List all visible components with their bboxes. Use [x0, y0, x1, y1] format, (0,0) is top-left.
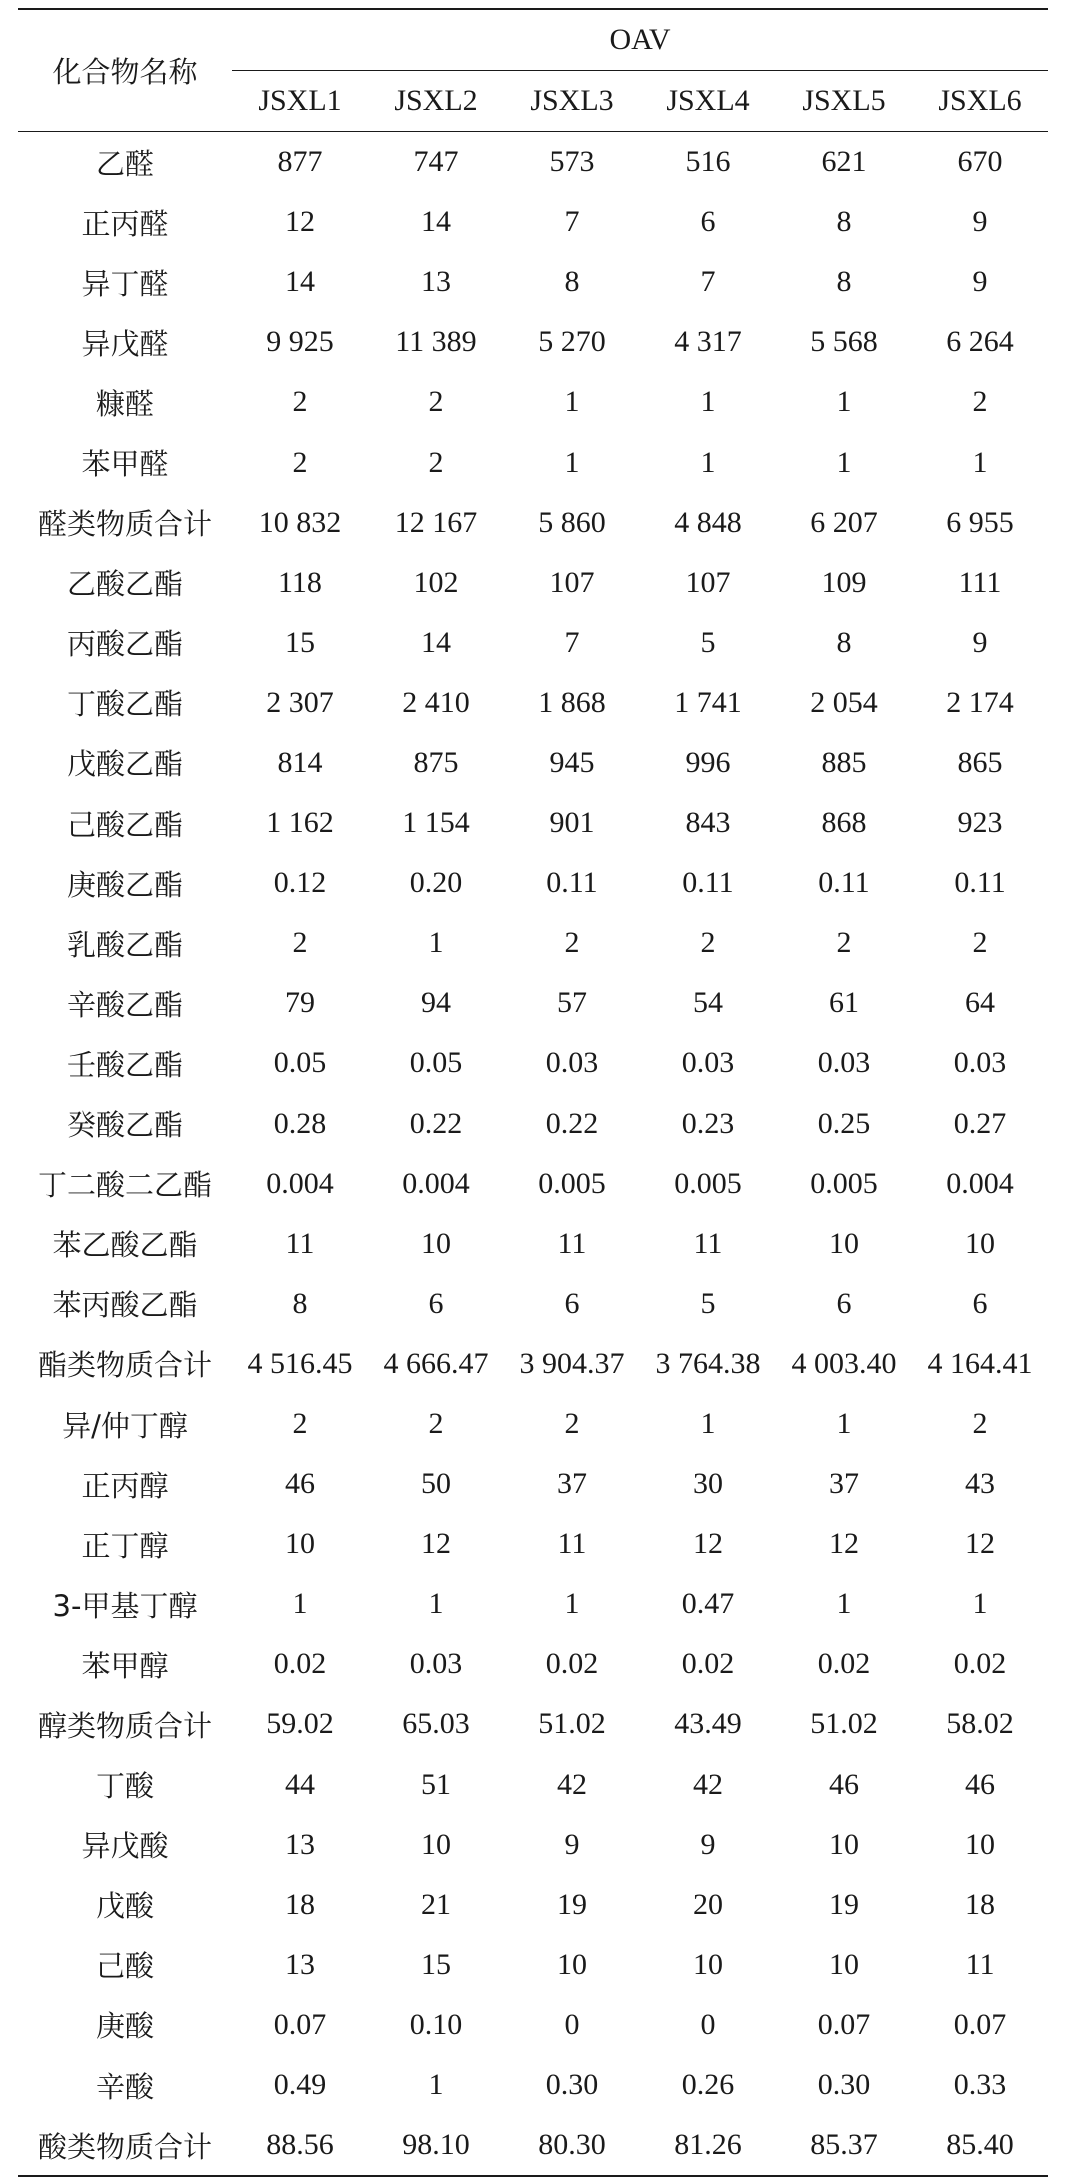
oav-value-cell: 0.23	[681, 1106, 735, 1140]
table-row	[18, 493, 1048, 553]
oav-value-cell: 102	[413, 565, 459, 599]
oav-value-cell: 2	[428, 385, 444, 419]
oav-value-cell: 6	[428, 1286, 444, 1320]
oav-value-cell: 10	[829, 1226, 859, 1260]
oav-value-cell: 2	[428, 445, 444, 479]
table-row	[18, 1334, 1048, 1394]
table-row	[18, 853, 1048, 913]
oav-value-cell: 0.005	[538, 1166, 606, 1200]
oav-value-cell: 4 003.40	[791, 1346, 897, 1380]
oav-value-cell: 9 925	[266, 325, 334, 359]
table-row	[18, 613, 1048, 673]
oav-value-cell: 2	[292, 1407, 308, 1441]
oav-value-cell: 865	[957, 745, 1003, 779]
table-row	[18, 973, 1048, 1033]
oav-value-cell: 747	[413, 145, 459, 179]
oav-value-cell: 5	[700, 625, 716, 659]
oav-value-cell: 3 904.37	[519, 1346, 625, 1380]
oav-value-cell: 0	[700, 2007, 716, 2041]
oav-value-cell: 57	[557, 986, 587, 1020]
oav-value-cell: 2	[836, 926, 852, 960]
oav-value-cell: 107	[685, 565, 731, 599]
oav-value-cell: 868	[821, 806, 867, 840]
oav-value-cell: 6 207	[810, 505, 878, 539]
table-row	[18, 733, 1048, 793]
oav-value-cell: 0.05	[273, 1046, 327, 1080]
oav-value-cell: 0.004	[946, 1166, 1014, 1200]
oav-value-cell: 85.37	[776, 2115, 912, 2176]
oav-value-cell: 1	[836, 385, 852, 419]
header-sample: JSXL1	[232, 71, 368, 132]
oav-value-cell: 4 666.47	[383, 1346, 489, 1380]
oav-value-cell: 9	[972, 625, 988, 659]
oav-value-cell: 8	[836, 265, 852, 299]
oav-value-cell: 2	[564, 1407, 580, 1441]
compound-name-cell: 戊酸乙酯	[66, 747, 183, 782]
oav-value-cell: 46	[965, 1767, 995, 1801]
oav-value-cell: 14	[421, 205, 451, 239]
oav-table	[18, 8, 1048, 2177]
oav-value-cell: 2 054	[810, 685, 878, 719]
oav-value-cell: 877	[277, 145, 323, 179]
header-sample: JSXL5	[776, 71, 912, 132]
oav-value-cell: 2 307	[266, 685, 334, 719]
table-row	[18, 2115, 1048, 2176]
oav-value-cell: 1 868	[538, 685, 606, 719]
oav-value-cell: 0.03	[953, 1046, 1007, 1080]
oav-value-cell: 0.27	[953, 1106, 1007, 1140]
table-row	[18, 1694, 1048, 1754]
oav-value-cell: 4 164.41	[927, 1346, 1033, 1380]
oav-value-cell: 15	[421, 1947, 451, 1981]
oav-value-cell: 19	[557, 1887, 587, 1921]
oav-value-cell: 0.30	[545, 2068, 599, 2102]
oav-value-cell: 2	[292, 445, 308, 479]
compound-name-cell: 庚酸	[95, 2009, 154, 2044]
oav-value-cell: 9	[564, 1827, 580, 1861]
oav-value-cell: 30	[693, 1467, 723, 1501]
oav-value-cell: 14	[285, 265, 315, 299]
table-row	[18, 132, 1048, 193]
header-sample: JSXL2	[368, 71, 504, 132]
table-row	[18, 673, 1048, 733]
compound-name-cell: 正丙醇	[81, 1468, 169, 1503]
table-row	[18, 252, 1048, 312]
oav-value-cell: 1	[564, 445, 580, 479]
oav-value-cell: 1 162	[266, 806, 334, 840]
table-body	[18, 132, 1048, 2177]
oav-value-cell: 1	[836, 445, 852, 479]
oav-value-cell: 14	[421, 625, 451, 659]
oav-value-cell: 109	[821, 565, 867, 599]
table-row	[18, 1094, 1048, 1154]
oav-value-cell: 46	[285, 1467, 315, 1501]
compound-name-cell: 丁二酸二乙酯	[37, 1168, 212, 1203]
table-row	[18, 1514, 1048, 1574]
oav-value-cell: 0.49	[273, 2068, 327, 2102]
oav-value-cell: 1	[972, 445, 988, 479]
oav-value-cell: 814	[277, 745, 323, 779]
oav-value-cell: 12 167	[394, 505, 478, 539]
compound-name-cell: 己酸	[95, 1949, 154, 1984]
oav-value-cell: 10 832	[258, 505, 342, 539]
oav-value-cell: 0.02	[681, 1647, 735, 1681]
oav-value-cell: 0.03	[545, 1046, 599, 1080]
oav-value-cell: 7	[564, 625, 580, 659]
oav-value-cell: 0.005	[810, 1166, 878, 1200]
oav-value-cell: 1	[700, 385, 716, 419]
table-row	[18, 1394, 1048, 1454]
oav-value-cell: 13	[285, 1947, 315, 1981]
oav-value-cell: 13	[421, 265, 451, 299]
oav-value-cell: 7	[700, 265, 716, 299]
oav-value-cell: 0.03	[409, 1647, 463, 1681]
oav-value-cell: 10	[421, 1827, 451, 1861]
oav-value-cell: 6	[700, 205, 716, 239]
oav-value-cell: 9	[972, 265, 988, 299]
oav-value-cell: 107	[549, 565, 595, 599]
oav-value-cell: 98.10	[368, 2115, 504, 2176]
oav-value-cell: 0.03	[817, 1046, 871, 1080]
table-row	[18, 1454, 1048, 1514]
oav-value-cell: 61	[829, 986, 859, 1020]
compound-name-cell: 酸类物质合计	[18, 2115, 232, 2176]
table-row	[18, 192, 1048, 252]
table-row	[18, 1995, 1048, 2055]
oav-value-cell: 0	[564, 2007, 580, 2041]
oav-value-cell: 2	[292, 385, 308, 419]
oav-value-cell: 8	[836, 625, 852, 659]
oav-value-cell: 7	[564, 205, 580, 239]
oav-value-cell: 0.02	[953, 1647, 1007, 1681]
oav-value-cell: 11	[285, 1226, 315, 1260]
table-row	[18, 1875, 1048, 1935]
table-row	[18, 1815, 1048, 1875]
oav-value-cell: 621	[821, 145, 867, 179]
compound-name-cell: 苯甲醇	[81, 1648, 169, 1683]
table-row	[18, 2055, 1048, 2115]
oav-value-cell: 58.02	[946, 1707, 1014, 1741]
oav-value-cell: 50	[421, 1467, 451, 1501]
oav-value-cell: 0.11	[682, 866, 734, 900]
oav-value-cell: 12	[829, 1527, 859, 1561]
compound-name-cell: 丙酸乙酯	[66, 627, 183, 662]
oav-value-cell: 573	[549, 145, 595, 179]
oav-value-cell: 10	[829, 1947, 859, 1981]
oav-value-cell: 1	[972, 1587, 988, 1621]
oav-value-cell: 1 154	[402, 806, 470, 840]
oav-value-cell: 0.28	[273, 1106, 327, 1140]
oav-value-cell: 6 955	[946, 505, 1014, 539]
oav-value-cell: 945	[549, 745, 595, 779]
oav-value-cell: 1	[292, 1587, 308, 1621]
table-row	[18, 372, 1048, 432]
compound-name-cell: 苯甲醛	[81, 447, 169, 482]
oav-value-cell: 0.22	[545, 1106, 599, 1140]
oav-value-cell: 0.30	[817, 2068, 871, 2102]
oav-value-cell: 80.30	[504, 2115, 640, 2176]
oav-value-cell: 94	[421, 986, 451, 1020]
oav-value-cell: 15	[285, 625, 315, 659]
oav-value-cell: 2	[972, 385, 988, 419]
oav-value-cell: 996	[685, 745, 731, 779]
oav-value-cell: 10	[965, 1827, 995, 1861]
table-row	[18, 1154, 1048, 1214]
table-row	[18, 1274, 1048, 1334]
oav-value-cell: 37	[557, 1467, 587, 1501]
header-sample: JSXL3	[504, 71, 640, 132]
compound-name-cell: 乙醛	[95, 146, 154, 181]
oav-value-cell: 6	[564, 1286, 580, 1320]
oav-value-cell: 8	[564, 265, 580, 299]
compound-name-cell: 乙酸乙酯	[66, 567, 183, 602]
oav-value-cell: 85.40	[912, 2115, 1048, 2176]
oav-value-cell: 4 317	[674, 325, 742, 359]
oav-value-cell: 923	[957, 806, 1003, 840]
oav-value-cell: 10	[557, 1947, 587, 1981]
oav-value-cell: 670	[957, 145, 1003, 179]
oav-value-cell: 51.02	[538, 1707, 606, 1741]
oav-value-cell: 118	[278, 565, 322, 599]
oav-value-cell: 51	[421, 1767, 451, 1801]
compound-name-cell: 醛类物质合计	[37, 507, 212, 542]
table-row	[18, 1755, 1048, 1815]
oav-value-cell: 0.22	[409, 1106, 463, 1140]
compound-name-cell: 异戊酸	[81, 1829, 169, 1864]
oav-value-cell: 21	[421, 1887, 451, 1921]
oav-value-cell: 8	[836, 205, 852, 239]
oav-value-cell: 43	[965, 1467, 995, 1501]
compound-name-cell: 壬酸乙酯	[66, 1047, 183, 1082]
oav-value-cell: 10	[421, 1226, 451, 1260]
oav-value-cell: 0.02	[273, 1647, 327, 1681]
table-row	[18, 1935, 1048, 1995]
oav-value-cell: 0.20	[409, 866, 463, 900]
oav-value-cell: 37	[829, 1467, 859, 1501]
oav-value-cell: 0.07	[273, 2007, 327, 2041]
oav-value-cell: 10	[965, 1226, 995, 1260]
oav-value-cell: 59.02	[266, 1707, 334, 1741]
table-row	[18, 793, 1048, 853]
compound-name-cell: 糠醛	[95, 386, 154, 421]
compound-name-cell: 异戊醛	[81, 326, 169, 361]
oav-value-cell: 3 764.38	[655, 1346, 761, 1380]
oav-value-cell: 885	[821, 745, 867, 779]
oav-value-cell: 54	[693, 986, 723, 1020]
oav-value-cell: 6 264	[946, 325, 1014, 359]
oav-value-cell: 4 848	[674, 505, 742, 539]
compound-name-cell: 异/仲丁醇	[62, 1408, 188, 1443]
table-row	[18, 1634, 1048, 1694]
oav-value-cell: 42	[557, 1767, 587, 1801]
header-sample: JSXL6	[912, 71, 1048, 132]
oav-value-cell: 11 389	[395, 325, 477, 359]
oav-value-cell: 2	[972, 926, 988, 960]
oav-value-cell: 51.02	[810, 1707, 878, 1741]
oav-value-cell: 6	[972, 1286, 988, 1320]
compound-name-cell: 酯类物质合计	[37, 1348, 212, 1383]
oav-value-cell: 1	[428, 926, 444, 960]
oav-value-cell: 1	[428, 2068, 444, 2102]
oav-value-cell: 0.26	[681, 2068, 735, 2102]
oav-value-cell: 11	[693, 1226, 723, 1260]
table-row	[18, 913, 1048, 973]
oav-value-cell: 11	[965, 1947, 995, 1981]
oav-value-cell: 8	[292, 1286, 308, 1320]
oav-value-cell: 0.10	[409, 2007, 463, 2041]
compound-name-cell: 正丙醛	[81, 206, 169, 241]
oav-value-cell: 0.12	[273, 866, 327, 900]
oav-value-cell: 1 741	[674, 685, 742, 719]
oav-value-cell: 19	[829, 1887, 859, 1921]
header-oav-group: OAV	[232, 9, 1048, 71]
compound-name-cell: 苯乙酸乙酯	[52, 1228, 198, 1263]
oav-value-cell: 0.05	[409, 1046, 463, 1080]
compound-name-cell: 醇类物质合计	[37, 1708, 212, 1743]
header-sample: JSXL4	[640, 71, 776, 132]
oav-value-cell: 2	[292, 926, 308, 960]
oav-value-cell: 64	[965, 986, 995, 1020]
oav-value-cell: 79	[285, 986, 315, 1020]
oav-value-cell: 0.11	[818, 866, 870, 900]
oav-value-cell: 5 568	[810, 325, 878, 359]
oav-value-cell: 2 174	[946, 685, 1014, 719]
oav-value-cell: 0.02	[817, 1647, 871, 1681]
oav-value-cell: 12	[965, 1527, 995, 1561]
oav-value-cell: 1	[700, 1407, 716, 1441]
oav-value-cell: 42	[693, 1767, 723, 1801]
oav-value-cell: 10	[829, 1827, 859, 1861]
oav-value-cell: 901	[549, 806, 595, 840]
oav-value-cell: 65.03	[402, 1707, 470, 1741]
oav-value-cell: 11	[557, 1226, 587, 1260]
oav-value-cell: 44	[285, 1767, 315, 1801]
oav-value-cell: 0.25	[817, 1106, 871, 1140]
oav-value-cell: 4 516.45	[247, 1346, 353, 1380]
oav-value-cell: 0.004	[402, 1166, 470, 1200]
compound-name-cell: 辛酸乙酯	[66, 987, 183, 1022]
oav-value-cell: 2	[972, 1407, 988, 1441]
oav-value-cell: 12	[285, 205, 315, 239]
compound-name-cell: 异丁醛	[81, 266, 169, 301]
oav-value-cell: 5 860	[538, 505, 606, 539]
compound-name-cell: 庚酸乙酯	[66, 867, 183, 902]
oav-value-cell: 1	[700, 445, 716, 479]
oav-value-cell: 81.26	[640, 2115, 776, 2176]
oav-value-cell: 12	[693, 1527, 723, 1561]
oav-value-cell: 0.11	[954, 866, 1006, 900]
oav-value-cell: 2	[428, 1407, 444, 1441]
oav-value-cell: 0.33	[953, 2068, 1007, 2102]
oav-value-cell: 18	[285, 1887, 315, 1921]
oav-value-cell: 9	[700, 1827, 716, 1861]
oav-value-cell: 43.49	[674, 1707, 742, 1741]
oav-value-cell: 18	[965, 1887, 995, 1921]
compound-name-cell: 苯丙酸乙酯	[52, 1288, 198, 1323]
oav-value-cell: 1	[564, 1587, 580, 1621]
oav-value-cell: 1	[836, 1587, 852, 1621]
oav-value-cell: 843	[685, 806, 731, 840]
oav-value-cell: 1	[428, 1587, 444, 1621]
oav-value-cell: 0.005	[674, 1166, 742, 1200]
compound-name-cell: 己酸乙酯	[66, 807, 183, 842]
oav-value-cell: 0.07	[817, 2007, 871, 2041]
compound-name-cell: 戊酸	[95, 1889, 154, 1924]
oav-value-cell: 10	[285, 1527, 315, 1561]
oav-value-cell: 0.11	[546, 866, 598, 900]
oav-value-cell: 0.03	[681, 1046, 735, 1080]
oav-value-cell: 0.47	[681, 1587, 735, 1621]
oav-value-cell: 111	[958, 565, 1002, 599]
oav-value-cell: 1	[564, 385, 580, 419]
oav-value-cell: 13	[285, 1827, 315, 1861]
oav-value-cell: 2	[700, 926, 716, 960]
table-row	[18, 312, 1048, 372]
compound-name-cell: 乳酸乙酯	[66, 927, 183, 962]
oav-value-cell: 6	[836, 1286, 852, 1320]
oav-value-cell: 46	[829, 1767, 859, 1801]
header-compound-name: 化合物名称	[18, 9, 232, 132]
oav-value-cell: 0.004	[266, 1166, 334, 1200]
oav-value-cell: 12	[421, 1527, 451, 1561]
oav-value-cell: 5 270	[538, 325, 606, 359]
table-row	[18, 1033, 1048, 1093]
oav-value-cell: 11	[557, 1527, 587, 1561]
oav-value-cell: 0.02	[545, 1647, 599, 1681]
oav-value-cell: 0.07	[953, 2007, 1007, 2041]
compound-name-cell: 癸酸乙酯	[66, 1108, 183, 1143]
compound-name-cell: 正丁醇	[81, 1528, 169, 1563]
oav-value-cell: 20	[693, 1887, 723, 1921]
oav-value-cell: 88.56	[232, 2115, 368, 2176]
compound-name-cell: 3-甲基丁醇	[52, 1588, 198, 1623]
oav-value-cell: 5	[700, 1286, 716, 1320]
compound-name-cell: 辛酸	[95, 2069, 154, 2104]
compound-name-cell: 丁酸乙酯	[66, 687, 183, 722]
oav-value-cell: 875	[413, 745, 459, 779]
table-row	[18, 553, 1048, 613]
oav-value-cell: 10	[693, 1947, 723, 1981]
oav-value-cell: 9	[972, 205, 988, 239]
oav-value-cell: 2	[564, 926, 580, 960]
table-row	[18, 1214, 1048, 1274]
compound-name-cell: 丁酸	[95, 1769, 154, 1804]
oav-value-cell: 516	[685, 145, 731, 179]
oav-value-cell: 2 410	[402, 685, 470, 719]
table-header	[18, 9, 1048, 132]
table-row	[18, 432, 1048, 492]
oav-value-cell: 1	[836, 1407, 852, 1441]
table-row	[18, 1574, 1048, 1634]
